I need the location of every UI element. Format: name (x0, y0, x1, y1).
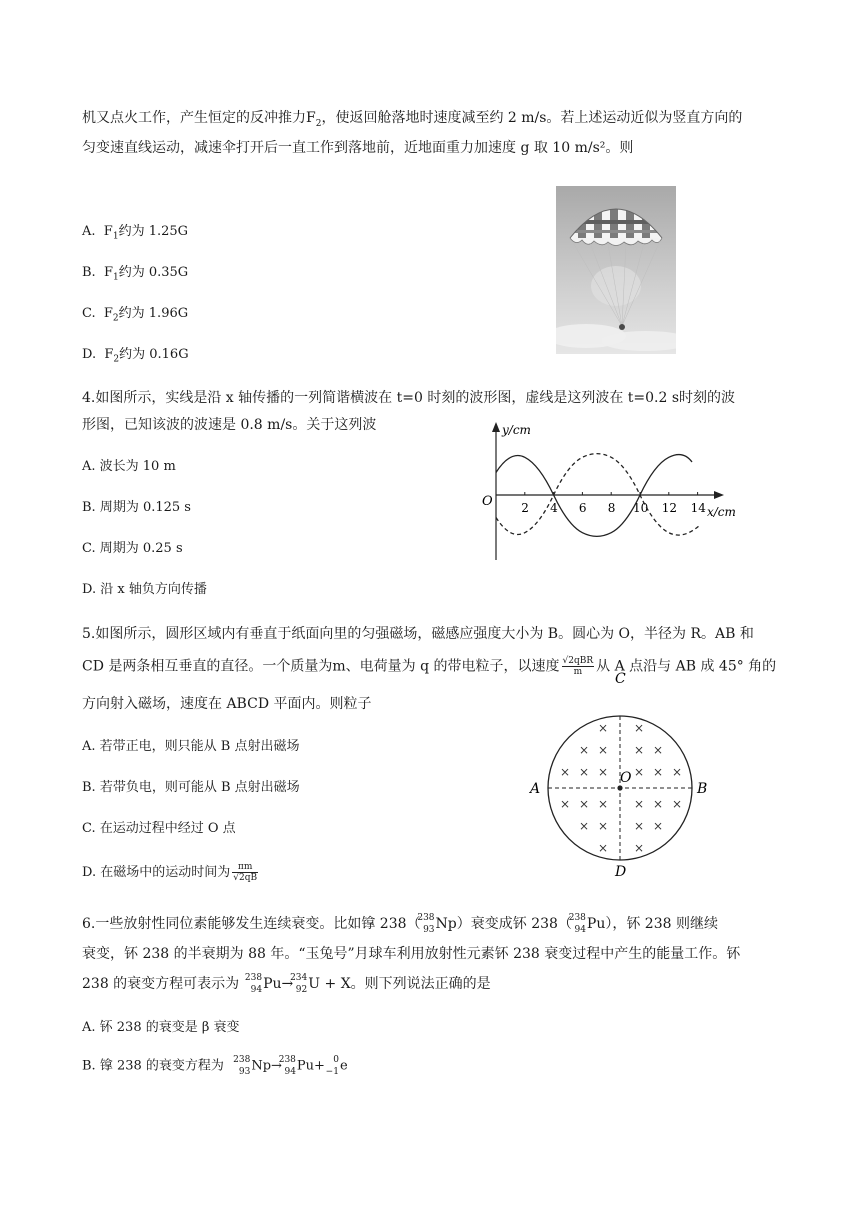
q5-line-2: CD 是两条相互垂直的直径。一个质量为m、电荷量为 q 的带电粒子，以速度 $\frac{\text{√2qBR}}{m}$ 从 A 点沿与 AB 成 45° 角的 (82, 656, 777, 677)
np-decay-equation: 238 93 Np→ 238 94 Pu+ 0 −1 e (233, 1055, 348, 1077)
x-tick-label: 14 (690, 501, 706, 515)
q4-line-1: 4.如图所示，实线是沿 x 轴传播的一列简谐横波在 t=0 时刻的波形图，虚线是这列波在 t=0.2 s时刻的波 (82, 390, 736, 406)
q3-option-d[interactable]: D. $F_2$约为 0.16G (82, 347, 189, 365)
q4-line-2: 形图，已知该波的波速是 0.8 m/s。关于这列波 (82, 417, 377, 433)
x-axis-arrow (714, 491, 724, 499)
pu-nuclide: 238 94 (568, 913, 586, 935)
label-a: A (530, 781, 541, 797)
q6-option-b[interactable]: B. 镎 238 的衰变方程为 238 93 Np→ 238 94 Pu+ 0 −1 e (82, 1055, 348, 1077)
field-cross: × (653, 743, 664, 757)
parachute-photo (556, 186, 676, 354)
field-cross: × (634, 797, 645, 811)
pu-decay-equation: 238 94 Pu→ 234 92 U + X (244, 973, 351, 995)
q4-option-c[interactable]: C. 周期为 0.25 s (82, 541, 183, 556)
field-cross: × (598, 765, 609, 779)
field-cross: × (579, 765, 590, 779)
field-cross: × (598, 797, 609, 811)
q4-option-a[interactable]: A. 波长为 10 m (82, 459, 176, 474)
q3-option-b[interactable]: B. $F_1$约为 0.35G (82, 265, 189, 283)
field-cross: × (634, 743, 645, 757)
x-tick-label: 4 (550, 501, 558, 515)
wave-graph (470, 420, 750, 565)
q5-option-d[interactable]: D. 在磁场中的运动时间为 $\frac{\pi m}{√2qB}$ (82, 862, 258, 883)
q6-line-3: 238 的衰变方程可表示为 238 94 Pu→ 234 92 U + X。则下列说法正确的是 (82, 973, 491, 995)
q3-option-a[interactable]: A. $F_1$约为 1.25G (82, 224, 189, 242)
field-cross: × (653, 819, 664, 833)
wave-graph-svg (470, 420, 750, 565)
q3-line-2: 匀变速直线运动，减速伞打开后一直工作到落地前，近地面重力加速度 g 取 10 m/s²。则 (82, 140, 634, 156)
x-tick-label: 10 (633, 501, 649, 515)
label-o: O (620, 770, 632, 786)
field-cross: × (653, 765, 664, 779)
field-cross: × (598, 819, 609, 833)
q3-option-c[interactable]: C. $F_2$约为 1.96G (82, 306, 189, 324)
magnetic-field-svg (520, 664, 720, 882)
x-tick-label: 8 (607, 501, 616, 515)
y-axis-label: y/cm (502, 423, 531, 437)
field-cross: × (634, 819, 645, 833)
x-tick-label: 2 (521, 501, 529, 515)
q6-line-1: 6.一些放射性同位素能够发生连续衰变。比如镎 238（ 238 93 Np）衰变成钚 238（ 238 94 Pu），钚 238 则继续 (82, 913, 718, 935)
center-dot (617, 785, 622, 790)
label-d: D (615, 864, 627, 880)
q4-option-b[interactable]: B. 周期为 0.125 s (82, 500, 191, 515)
time-fraction: $\frac{\pi m}{√2qB}$ (233, 862, 258, 883)
y-axis-arrow (492, 422, 500, 432)
label-c: C (615, 671, 626, 687)
q5-option-a[interactable]: A. 若带正电，则只能从 B 点射出磁场 (82, 739, 300, 754)
q6-line-2: 衰变，钚 238 的半衰期为 88 年。“玉兔号”月球车利用放射性元素钚 238 衰变过程中产生的能量工作。钚 (82, 946, 741, 962)
label-b: B (697, 781, 708, 797)
field-cross: × (560, 765, 571, 779)
q5-line-1: 5.如图所示，圆形区域内有垂直于纸面向里的匀强磁场，磁感应强度大小为 B。圆心为 O，半径为 R。AB 和 (82, 626, 754, 642)
field-cross: × (579, 819, 590, 833)
magnetic-field-diagram (520, 664, 720, 882)
field-cross: × (579, 743, 590, 757)
q6-option-a[interactable]: A. 钚 238 的衰变是 β 衰变 (82, 1020, 240, 1035)
q5-option-b[interactable]: B. 若带负电，则可能从 B 点射出磁场 (82, 780, 300, 795)
origin-label: O (482, 494, 493, 509)
field-cross: × (579, 797, 590, 811)
field-cross: × (598, 721, 609, 735)
x-axis-label: x/cm (707, 505, 736, 519)
parachute-illustration (556, 186, 676, 354)
x-tick-label: 12 (661, 501, 678, 515)
field-cross: × (598, 743, 609, 757)
x-tick-label: 6 (578, 501, 587, 515)
field-cross: × (634, 841, 645, 855)
q3-line-1: 机又点火工作，产生恒定的反冲推力$F_2$，使返回舱落地时速度减至约 2 m/s。若上述运动近似为竖直方向的 (82, 110, 743, 129)
field-cross: × (598, 841, 609, 855)
field-cross: × (653, 797, 664, 811)
field-cross: × (672, 797, 683, 811)
field-cross: × (672, 765, 683, 779)
field-cross: × (634, 721, 645, 735)
q4-option-d[interactable]: D. 沿 x 轴负方向传播 (82, 582, 207, 597)
velocity-fraction: $\frac{\text{√2qBR}}{m}$ (562, 656, 594, 677)
q5-line-3: 方向射入磁场，速度在 ABCD 平面内。则粒子 (82, 696, 372, 712)
field-cross: × (560, 797, 571, 811)
field-cross: × (634, 765, 645, 779)
q5-option-c[interactable]: C. 在运动过程中经过 O 点 (82, 821, 236, 836)
np-nuclide: 238 93 (417, 913, 435, 935)
dashed-wave (496, 454, 700, 535)
